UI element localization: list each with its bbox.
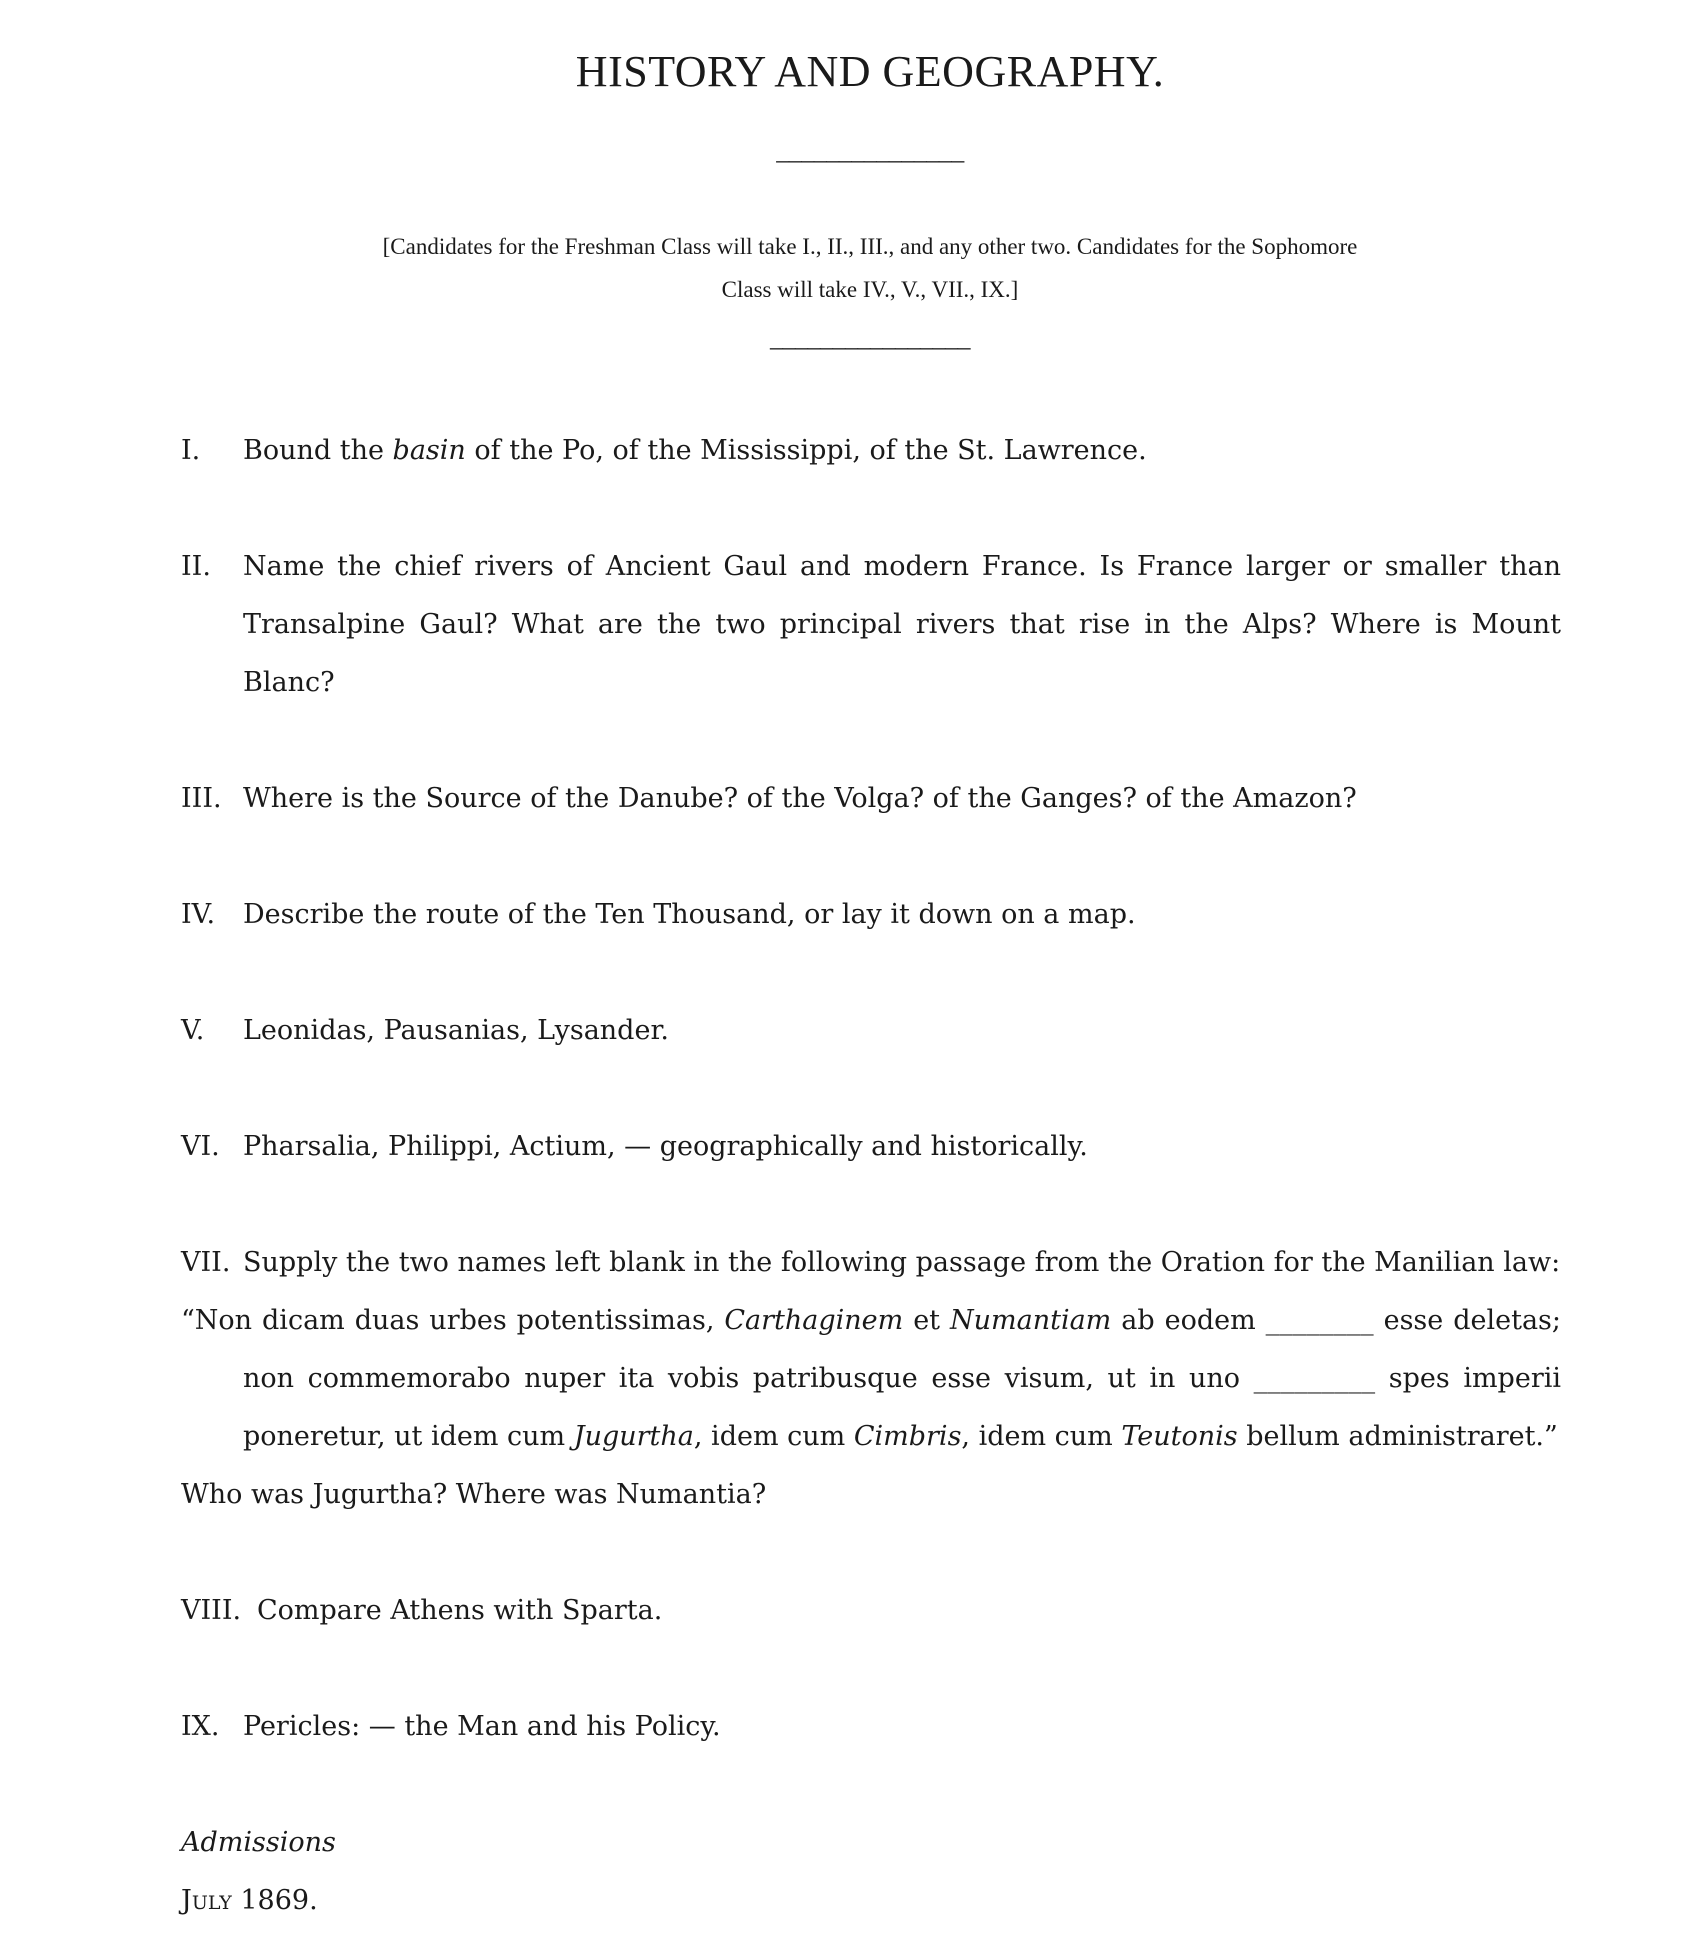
- question-followup: Who was Jugurtha? Where was Numantia?: [181, 1479, 767, 1510]
- question-text-part: of the Po, of the Mississippi, of the St. Lawrence.: [465, 435, 1147, 466]
- exam-footer: [181, 1814, 336, 1930]
- question-number: VIII.: [181, 1595, 242, 1626]
- question-8: [181, 1582, 1561, 1640]
- question-number: IV.: [181, 899, 216, 930]
- footer-date: July 1869.: [181, 1885, 318, 1916]
- question-text: Supply the two names left blank in the following passage from the Oration for the Manilian law:: [243, 1247, 1561, 1278]
- quote-part: ab eodem ________ esse deletas; non commemorabo nuper ita vobis patribusque esse visum, ut in uno _________ spes imperii poneretur, ut idem cum: [243, 1305, 1561, 1452]
- question-text: Pharsalia, Philippi, Actium, — geographically and historically.: [243, 1131, 1088, 1162]
- quote-part: et: [903, 1305, 950, 1336]
- question-text: Pericles: — the Man and his Policy.: [243, 1711, 721, 1742]
- question-6: [181, 1118, 1561, 1176]
- question-number: V.: [181, 1015, 205, 1046]
- question-9: [181, 1698, 1561, 1756]
- question-text: Describe the route of the Ten Thousand, or lay it down on a map.: [243, 899, 1136, 930]
- question-text: Name the chief rivers of Ancient Gaul and modern France. Is France larger or smaller than Transalpine Gaul? What are the two principal rivers that rise in the Alps? Where is Mount Blanc?: [243, 551, 1561, 698]
- quote-emphasis: Jugurtha: [573, 1421, 694, 1452]
- quote-part: bellum administraret.”: [1237, 1421, 1558, 1452]
- question-text: Leonidas, Pausanias, Lysander.: [243, 1015, 669, 1046]
- question-text-part: Bound the: [243, 435, 393, 466]
- question-2: [181, 538, 1561, 712]
- quote-emphasis: Carthaginem: [724, 1305, 904, 1336]
- question-text: Compare Athens with Sparta.: [257, 1595, 663, 1626]
- question-4: [181, 886, 1561, 944]
- quote-part: , idem cum: [961, 1421, 1122, 1452]
- question-1: [181, 422, 1561, 480]
- divider-rule-bottom: ________________: [770, 323, 970, 352]
- question-7: [181, 1234, 1561, 1524]
- question-number: III.: [181, 783, 222, 814]
- question-number: VI.: [181, 1131, 220, 1162]
- question-text: Where is the Source of the Danube? of the Volga? of the Ganges? of the Amazon?: [243, 783, 1357, 814]
- footer-department: Admissions: [181, 1827, 336, 1858]
- divider-rule-top: _______________: [776, 136, 964, 165]
- quote-part: “Non dicam duas urbes potentissimas,: [181, 1305, 725, 1336]
- latin-quote: [181, 1292, 1561, 1466]
- question-text-emphasis: basin: [392, 435, 466, 466]
- question-number: I.: [181, 435, 201, 466]
- instructions-note: [Candidates for the Freshman Class will take I., II., III., and any other two. Candidates for the Sophomore Class will take IV., V., VII., IX.]: [382, 234, 1358, 302]
- quote-emphasis: Teutonis: [1121, 1421, 1238, 1452]
- question-3: [181, 770, 1561, 828]
- question-number: IX.: [181, 1711, 220, 1742]
- quote-emphasis: Numantiam: [950, 1305, 1112, 1336]
- question-5: [181, 1002, 1561, 1060]
- quote-emphasis: Cimbris: [853, 1421, 962, 1452]
- question-text: [181, 422, 1561, 480]
- quote-part: , idem cum: [693, 1421, 854, 1452]
- page-title: HISTORY AND GEOGRAPHY.: [575, 47, 1165, 96]
- question-number: VII.: [181, 1247, 231, 1278]
- question-number: II.: [181, 551, 211, 582]
